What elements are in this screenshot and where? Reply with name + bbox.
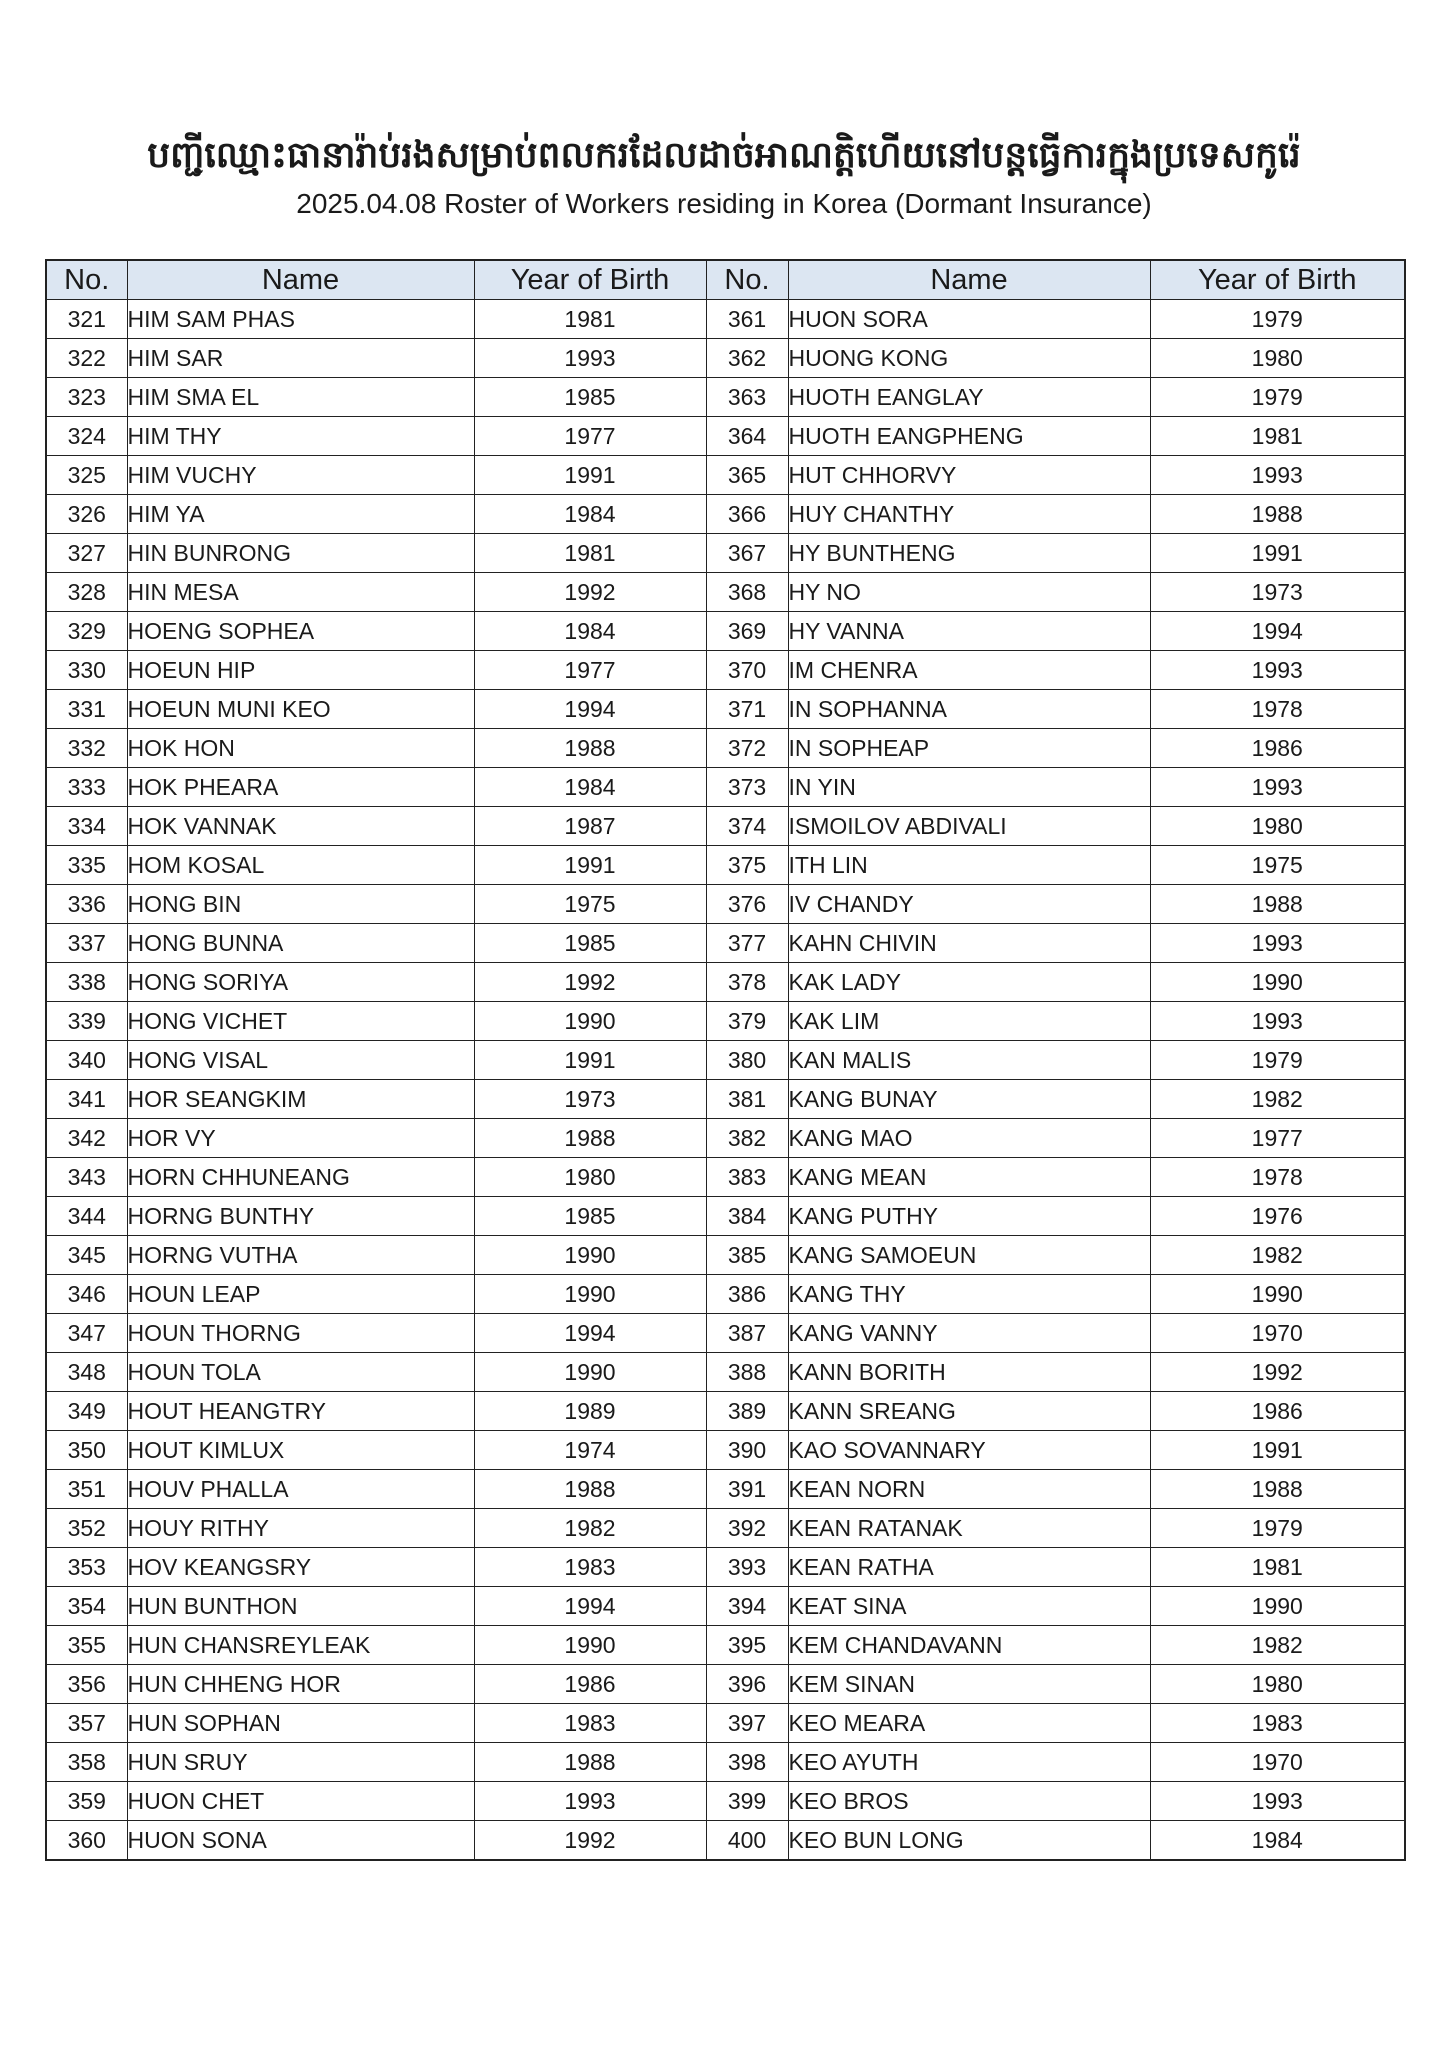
table-row — [46, 807, 1405, 846]
cell-name: HOK VANNAK — [127, 807, 474, 846]
cell-year-of-birth: 1981 — [474, 534, 706, 573]
cell-name-right: KEAN NORN — [788, 1470, 1150, 1509]
cell-year-of-birth: 1994 — [474, 1314, 706, 1353]
table-row — [46, 1626, 1405, 1665]
page-title-khmer: បញ្ជីឈ្មោះធានារ៉ាប់រងសម្រាប់ពលករដែលដាច់អាណត្តិហើយនៅបន្តធ្វើការក្នុងប្រទេសកូរ៉េ — [147, 135, 1301, 176]
cell-no: 357 — [46, 1704, 127, 1743]
cell-no: 354 — [46, 1587, 127, 1626]
cell-name-right: IM CHENRA — [788, 651, 1150, 690]
cell-name: HIM SMA EL — [127, 378, 474, 417]
table-row — [46, 1236, 1405, 1275]
cell-year-of-birth-right: 1988 — [1150, 495, 1405, 534]
table-row — [46, 1275, 1405, 1314]
cell-no: 333 — [46, 768, 127, 807]
cell-name-right: KAO SOVANNARY — [788, 1431, 1150, 1470]
table-row — [46, 690, 1405, 729]
cell-no-right: 379 — [706, 1002, 788, 1041]
cell-year-of-birth: 1992 — [474, 963, 706, 1002]
table-row — [46, 768, 1405, 807]
table-row — [46, 1041, 1405, 1080]
cell-name-right: IN SOPHANNA — [788, 690, 1150, 729]
cell-year-of-birth-right: 1979 — [1150, 1041, 1405, 1080]
cell-name: HUN SOPHAN — [127, 1704, 474, 1743]
cell-year-of-birth-right: 1981 — [1150, 417, 1405, 456]
cell-name: HOUV PHALLA — [127, 1470, 474, 1509]
cell-no: 353 — [46, 1548, 127, 1587]
cell-name-right: KEM CHANDAVANN — [788, 1626, 1150, 1665]
cell-no: 340 — [46, 1041, 127, 1080]
cell-no-right: 364 — [706, 417, 788, 456]
cell-no: 341 — [46, 1080, 127, 1119]
table-row — [46, 1821, 1405, 1861]
cell-name: HIM THY — [127, 417, 474, 456]
cell-no: 351 — [46, 1470, 127, 1509]
cell-year-of-birth: 1985 — [474, 1197, 706, 1236]
cell-year-of-birth: 1973 — [474, 1080, 706, 1119]
cell-name: HUN CHANSREYLEAK — [127, 1626, 474, 1665]
cell-year-of-birth-right: 1990 — [1150, 963, 1405, 1002]
cell-name: HUN BUNTHON — [127, 1587, 474, 1626]
cell-no-right: 380 — [706, 1041, 788, 1080]
cell-year-of-birth-right: 1988 — [1150, 885, 1405, 924]
cell-year-of-birth: 1985 — [474, 924, 706, 963]
roster-table — [45, 259, 1406, 1861]
cell-no: 337 — [46, 924, 127, 963]
table-row — [46, 1470, 1405, 1509]
cell-no: 356 — [46, 1665, 127, 1704]
cell-name-right: KANG SAMOEUN — [788, 1236, 1150, 1275]
cell-no: 360 — [46, 1821, 127, 1861]
cell-year-of-birth-right: 1994 — [1150, 612, 1405, 651]
cell-year-of-birth-right: 1986 — [1150, 1392, 1405, 1431]
cell-year-of-birth: 1991 — [474, 456, 706, 495]
cell-name-right: KEO BROS — [788, 1782, 1150, 1821]
cell-name-right: KANG MEAN — [788, 1158, 1150, 1197]
cell-name: HUON SONA — [127, 1821, 474, 1861]
cell-name: HOUT HEANGTRY — [127, 1392, 474, 1431]
cell-year-of-birth: 1983 — [474, 1548, 706, 1587]
table-row — [46, 1197, 1405, 1236]
roster-body — [46, 300, 1405, 1861]
header-no: No. — [46, 260, 127, 300]
cell-year-of-birth-right: 1978 — [1150, 690, 1405, 729]
cell-name: HIM YA — [127, 495, 474, 534]
cell-year-of-birth: 1977 — [474, 417, 706, 456]
cell-no-right: 365 — [706, 456, 788, 495]
table-row — [46, 456, 1405, 495]
cell-year-of-birth-right: 1984 — [1150, 1821, 1405, 1861]
cell-year-of-birth: 1984 — [474, 612, 706, 651]
cell-no: 336 — [46, 885, 127, 924]
cell-year-of-birth-right: 1980 — [1150, 1665, 1405, 1704]
cell-name: HOUY RITHY — [127, 1509, 474, 1548]
cell-year-of-birth: 1984 — [474, 768, 706, 807]
cell-no-right: 391 — [706, 1470, 788, 1509]
cell-year-of-birth-right: 1993 — [1150, 924, 1405, 963]
cell-year-of-birth-right: 1975 — [1150, 846, 1405, 885]
cell-year-of-birth: 1994 — [474, 1587, 706, 1626]
cell-name: HONG BUNNA — [127, 924, 474, 963]
cell-year-of-birth: 1991 — [474, 1041, 706, 1080]
cell-no-right: 392 — [706, 1509, 788, 1548]
cell-year-of-birth: 1994 — [474, 690, 706, 729]
cell-no: 323 — [46, 378, 127, 417]
header-no-right: No. — [706, 260, 788, 300]
cell-year-of-birth: 1974 — [474, 1431, 706, 1470]
cell-year-of-birth-right: 1992 — [1150, 1353, 1405, 1392]
cell-no-right: 394 — [706, 1587, 788, 1626]
cell-name-right: HY VANNA — [788, 612, 1150, 651]
table-row — [46, 1392, 1405, 1431]
cell-name: HORN CHHUNEANG — [127, 1158, 474, 1197]
table-row — [46, 846, 1405, 885]
cell-name-right: IN YIN — [788, 768, 1150, 807]
cell-name: HORNG BUNTHY — [127, 1197, 474, 1236]
cell-name-right: KEAT SINA — [788, 1587, 1150, 1626]
table-row — [46, 1665, 1405, 1704]
cell-no-right: 373 — [706, 768, 788, 807]
table-row — [46, 1314, 1405, 1353]
cell-no: 359 — [46, 1782, 127, 1821]
cell-name: HUON CHET — [127, 1782, 474, 1821]
cell-no: 331 — [46, 690, 127, 729]
cell-year-of-birth-right: 1980 — [1150, 339, 1405, 378]
cell-year-of-birth: 1981 — [474, 300, 706, 339]
cell-name: HOUN LEAP — [127, 1275, 474, 1314]
table-row — [46, 534, 1405, 573]
cell-name-right: IN SOPHEAP — [788, 729, 1150, 768]
cell-name-right: KEO AYUTH — [788, 1743, 1150, 1782]
table-row — [46, 417, 1405, 456]
cell-year-of-birth-right: 1990 — [1150, 1275, 1405, 1314]
cell-no: 324 — [46, 417, 127, 456]
cell-no: 358 — [46, 1743, 127, 1782]
cell-year-of-birth: 1988 — [474, 1119, 706, 1158]
cell-year-of-birth: 1990 — [474, 1626, 706, 1665]
cell-name: HIN BUNRONG — [127, 534, 474, 573]
cell-name: HIM VUCHY — [127, 456, 474, 495]
cell-name-right: KANG VANNY — [788, 1314, 1150, 1353]
cell-year-of-birth-right: 1993 — [1150, 768, 1405, 807]
cell-name-right: HY BUNTHENG — [788, 534, 1150, 573]
cell-year-of-birth-right: 1977 — [1150, 1119, 1405, 1158]
cell-no-right: 375 — [706, 846, 788, 885]
cell-name: HOV KEANGSRY — [127, 1548, 474, 1587]
cell-name-right: KANG THY — [788, 1275, 1150, 1314]
cell-year-of-birth: 1980 — [474, 1158, 706, 1197]
header-name: Name — [127, 260, 474, 300]
cell-year-of-birth: 1986 — [474, 1665, 706, 1704]
cell-name: HOEUN MUNI KEO — [127, 690, 474, 729]
cell-no-right: 381 — [706, 1080, 788, 1119]
table-row — [46, 651, 1405, 690]
cell-no-right: 396 — [706, 1665, 788, 1704]
cell-name: HIN MESA — [127, 573, 474, 612]
cell-no: 349 — [46, 1392, 127, 1431]
cell-name: HOM KOSAL — [127, 846, 474, 885]
cell-name-right: KAN MALIS — [788, 1041, 1150, 1080]
cell-year-of-birth: 1993 — [474, 1782, 706, 1821]
cell-year-of-birth-right: 1982 — [1150, 1080, 1405, 1119]
cell-year-of-birth-right: 1979 — [1150, 300, 1405, 339]
table-row — [46, 1704, 1405, 1743]
cell-name-right: KANN SREANG — [788, 1392, 1150, 1431]
cell-name: HONG VICHET — [127, 1002, 474, 1041]
cell-name-right: KEAN RATHA — [788, 1548, 1150, 1587]
cell-no: 326 — [46, 495, 127, 534]
table-row — [46, 612, 1405, 651]
cell-name-right: ISMOILOV ABDIVALI — [788, 807, 1150, 846]
cell-no: 329 — [46, 612, 127, 651]
cell-name: HONG VISAL — [127, 1041, 474, 1080]
cell-no-right: 376 — [706, 885, 788, 924]
cell-no-right: 371 — [706, 690, 788, 729]
cell-no-right: 395 — [706, 1626, 788, 1665]
cell-name: HIM SAM PHAS — [127, 300, 474, 339]
cell-no-right: 368 — [706, 573, 788, 612]
table-row — [46, 339, 1405, 378]
table-row — [46, 1002, 1405, 1041]
cell-no: 330 — [46, 651, 127, 690]
cell-name: HOR SEANGKIM — [127, 1080, 474, 1119]
cell-name: HOUN TOLA — [127, 1353, 474, 1392]
cell-no: 344 — [46, 1197, 127, 1236]
cell-no: 321 — [46, 300, 127, 339]
cell-name: HOUN THORNG — [127, 1314, 474, 1353]
table-row — [46, 1548, 1405, 1587]
cell-year-of-birth: 1984 — [474, 495, 706, 534]
table-row — [46, 1431, 1405, 1470]
cell-name: HIM SAR — [127, 339, 474, 378]
cell-year-of-birth-right: 1973 — [1150, 573, 1405, 612]
table-row — [46, 1353, 1405, 1392]
cell-year-of-birth: 1985 — [474, 378, 706, 417]
cell-no-right: 361 — [706, 300, 788, 339]
cell-year-of-birth: 1990 — [474, 1353, 706, 1392]
cell-no: 348 — [46, 1353, 127, 1392]
cell-no: 350 — [46, 1431, 127, 1470]
cell-year-of-birth: 1993 — [474, 339, 706, 378]
cell-name: HORNG VUTHA — [127, 1236, 474, 1275]
cell-name-right: HY NO — [788, 573, 1150, 612]
cell-name-right: HUON SORA — [788, 300, 1150, 339]
cell-year-of-birth: 1987 — [474, 807, 706, 846]
cell-year-of-birth-right: 1983 — [1150, 1704, 1405, 1743]
cell-no-right: 374 — [706, 807, 788, 846]
cell-name: HOK PHEARA — [127, 768, 474, 807]
cell-no: 334 — [46, 807, 127, 846]
cell-year-of-birth-right: 1979 — [1150, 1509, 1405, 1548]
cell-year-of-birth: 1992 — [474, 573, 706, 612]
cell-name-right: KANN BORITH — [788, 1353, 1150, 1392]
cell-no: 322 — [46, 339, 127, 378]
cell-name-right: HUONG KONG — [788, 339, 1150, 378]
cell-no-right: 387 — [706, 1314, 788, 1353]
cell-no-right: 393 — [706, 1548, 788, 1587]
cell-year-of-birth-right: 1993 — [1150, 1002, 1405, 1041]
cell-year-of-birth: 1983 — [474, 1704, 706, 1743]
cell-name: HOUT KIMLUX — [127, 1431, 474, 1470]
cell-name: HONG BIN — [127, 885, 474, 924]
cell-year-of-birth: 1988 — [474, 729, 706, 768]
cell-no-right: 384 — [706, 1197, 788, 1236]
cell-year-of-birth-right: 1993 — [1150, 1782, 1405, 1821]
cell-year-of-birth-right: 1993 — [1150, 456, 1405, 495]
cell-no: 343 — [46, 1158, 127, 1197]
table-row — [46, 495, 1405, 534]
cell-name-right: IV CHANDY — [788, 885, 1150, 924]
cell-no: 346 — [46, 1275, 127, 1314]
cell-no-right: 362 — [706, 339, 788, 378]
cell-name-right: KEAN RATANAK — [788, 1509, 1150, 1548]
cell-name-right: KEO MEARA — [788, 1704, 1150, 1743]
cell-no: 327 — [46, 534, 127, 573]
cell-name-right: HUOTH EANGPHENG — [788, 417, 1150, 456]
cell-year-of-birth-right: 1991 — [1150, 1431, 1405, 1470]
header-name-right: Name — [788, 260, 1150, 300]
cell-name: HUN SRUY — [127, 1743, 474, 1782]
cell-name: HOR VY — [127, 1119, 474, 1158]
cell-year-of-birth-right: 1986 — [1150, 729, 1405, 768]
cell-no-right: 400 — [706, 1821, 788, 1861]
table-row — [46, 1119, 1405, 1158]
cell-name: HONG SORIYA — [127, 963, 474, 1002]
cell-year-of-birth-right: 1993 — [1150, 651, 1405, 690]
header-year-of-birth: Year of Birth — [474, 260, 706, 300]
table-row — [46, 378, 1405, 417]
cell-name: HOEUN HIP — [127, 651, 474, 690]
cell-name: HUN CHHENG HOR — [127, 1665, 474, 1704]
cell-no-right: 382 — [706, 1119, 788, 1158]
table-row — [46, 729, 1405, 768]
table-row — [46, 573, 1405, 612]
cell-no: 335 — [46, 846, 127, 885]
cell-no-right: 377 — [706, 924, 788, 963]
cell-year-of-birth: 1982 — [474, 1509, 706, 1548]
cell-year-of-birth: 1990 — [474, 1275, 706, 1314]
cell-name-right: KAHN CHIVIN — [788, 924, 1150, 963]
cell-name-right: KEO BUN LONG — [788, 1821, 1150, 1861]
cell-no-right: 389 — [706, 1392, 788, 1431]
cell-year-of-birth: 1988 — [474, 1743, 706, 1782]
cell-year-of-birth: 1991 — [474, 846, 706, 885]
cell-no-right: 383 — [706, 1158, 788, 1197]
cell-no-right: 398 — [706, 1743, 788, 1782]
cell-year-of-birth: 1990 — [474, 1002, 706, 1041]
cell-name-right: KANG BUNAY — [788, 1080, 1150, 1119]
cell-year-of-birth: 1989 — [474, 1392, 706, 1431]
cell-no-right: 388 — [706, 1353, 788, 1392]
cell-year-of-birth-right: 1982 — [1150, 1236, 1405, 1275]
cell-year-of-birth-right: 1980 — [1150, 807, 1405, 846]
cell-year-of-birth: 1977 — [474, 651, 706, 690]
cell-name-right: KEM SINAN — [788, 1665, 1150, 1704]
cell-year-of-birth: 1990 — [474, 1236, 706, 1275]
cell-name: HOK HON — [127, 729, 474, 768]
cell-year-of-birth: 1988 — [474, 1470, 706, 1509]
cell-year-of-birth-right: 1976 — [1150, 1197, 1405, 1236]
table-row — [46, 885, 1405, 924]
cell-year-of-birth-right: 1970 — [1150, 1743, 1405, 1782]
cell-no-right: 385 — [706, 1236, 788, 1275]
cell-no: 345 — [46, 1236, 127, 1275]
table-row — [46, 924, 1405, 963]
cell-no: 355 — [46, 1626, 127, 1665]
cell-year-of-birth: 1975 — [474, 885, 706, 924]
table-row — [46, 963, 1405, 1002]
cell-name-right: HUT CHHORVY — [788, 456, 1150, 495]
cell-no-right: 390 — [706, 1431, 788, 1470]
table-row — [46, 1080, 1405, 1119]
table-row — [46, 1509, 1405, 1548]
cell-name: HOENG SOPHEA — [127, 612, 474, 651]
cell-year-of-birth-right: 1990 — [1150, 1587, 1405, 1626]
cell-name-right: KANG MAO — [788, 1119, 1150, 1158]
cell-no-right: 367 — [706, 534, 788, 573]
cell-year-of-birth-right: 1981 — [1150, 1548, 1405, 1587]
table-header-row — [46, 260, 1405, 300]
cell-year-of-birth-right: 1982 — [1150, 1626, 1405, 1665]
cell-no-right: 363 — [706, 378, 788, 417]
cell-no-right: 386 — [706, 1275, 788, 1314]
cell-no: 347 — [46, 1314, 127, 1353]
cell-no: 325 — [46, 456, 127, 495]
cell-no-right: 397 — [706, 1704, 788, 1743]
cell-no: 342 — [46, 1119, 127, 1158]
cell-year-of-birth: 1992 — [474, 1821, 706, 1861]
table-row — [46, 1782, 1405, 1821]
cell-year-of-birth-right: 1978 — [1150, 1158, 1405, 1197]
cell-name-right: HUY CHANTHY — [788, 495, 1150, 534]
cell-no: 328 — [46, 573, 127, 612]
cell-name-right: KANG PUTHY — [788, 1197, 1150, 1236]
cell-no: 352 — [46, 1509, 127, 1548]
cell-no-right: 369 — [706, 612, 788, 651]
cell-year-of-birth-right: 1970 — [1150, 1314, 1405, 1353]
cell-name-right: KAK LADY — [788, 963, 1150, 1002]
cell-name-right: KAK LIM — [788, 1002, 1150, 1041]
cell-year-of-birth-right: 1979 — [1150, 378, 1405, 417]
page-title-english: 2025.04.08 Roster of Workers residing in Korea (Dormant Insurance) — [296, 188, 1152, 219]
cell-no-right: 366 — [706, 495, 788, 534]
cell-no-right: 372 — [706, 729, 788, 768]
table-row — [46, 1158, 1405, 1197]
table-row — [46, 1743, 1405, 1782]
cell-no-right: 399 — [706, 1782, 788, 1821]
cell-no-right: 378 — [706, 963, 788, 1002]
table-row — [46, 1587, 1405, 1626]
cell-no-right: 370 — [706, 651, 788, 690]
cell-no: 339 — [46, 1002, 127, 1041]
cell-no: 338 — [46, 963, 127, 1002]
header-year-of-birth-right: Year of Birth — [1150, 260, 1405, 300]
cell-no: 332 — [46, 729, 127, 768]
table-row — [46, 300, 1405, 339]
cell-name-right: ITH LIN — [788, 846, 1150, 885]
cell-name-right: HUOTH EANGLAY — [788, 378, 1150, 417]
cell-year-of-birth-right: 1991 — [1150, 534, 1405, 573]
cell-year-of-birth-right: 1988 — [1150, 1470, 1405, 1509]
